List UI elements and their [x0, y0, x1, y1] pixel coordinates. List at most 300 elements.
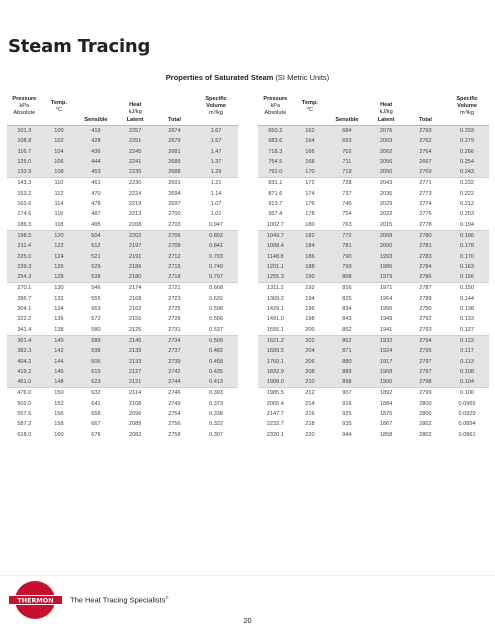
cell-volume: 0.163: [445, 262, 489, 272]
cell-pressure: 239.3: [7, 262, 42, 272]
cell-pressure: 382.3: [7, 346, 42, 356]
cell-temp: 204: [293, 346, 328, 356]
cell-total: 2718: [155, 272, 194, 283]
cell-volume: 0.100: [445, 388, 489, 399]
header-volume-label: Specific: [205, 96, 227, 102]
cell-volume: 0.307: [209, 431, 224, 438]
cell-latent: 2235: [116, 167, 155, 178]
table-row: [258, 262, 489, 272]
cell-pressure: 270.1: [7, 283, 42, 294]
cell-sensible: 808: [327, 272, 366, 283]
cell-total: 2706: [155, 230, 194, 241]
cell-temp: 110: [42, 178, 77, 189]
cell-total: 2758: [168, 431, 181, 438]
cell-sensible: 538: [76, 272, 115, 283]
cell-pressure: 1098.4: [258, 241, 293, 251]
header-heat: [76, 88, 194, 116]
cell-pressure: 718.3: [258, 147, 293, 157]
table-row: [258, 230, 489, 241]
cell-latent: 1964: [379, 295, 393, 302]
cell-total: 2784: [406, 262, 445, 272]
cell-sensible: 419: [76, 126, 115, 137]
cell-latent: 2114: [116, 388, 155, 399]
table-row: [7, 126, 238, 137]
cell-temp: 208: [293, 367, 328, 377]
cell-total: 2778: [419, 221, 432, 228]
cell-latent: 2197: [116, 241, 155, 251]
table-row: [7, 430, 238, 440]
table-row: [258, 367, 489, 377]
cell-pressure: 871.6: [268, 190, 283, 197]
cell-latent: 2191: [116, 252, 155, 262]
cell-volume: 0.0894: [458, 421, 476, 428]
cell-sensible: 843: [342, 316, 352, 323]
cell-temp: 112: [54, 190, 64, 197]
steam-table-left: [7, 88, 238, 440]
header-heat-unit: kJ/kg: [379, 109, 393, 115]
table-row: [7, 241, 238, 251]
cell-pressure: 163.6: [17, 201, 32, 208]
cell-temp: 192: [293, 283, 328, 294]
cell-volume: 1.57: [194, 136, 238, 146]
header-heat: [327, 88, 445, 116]
cell-volume: 0.108: [445, 367, 489, 377]
table-row: [7, 325, 238, 336]
cell-temp: 114: [54, 201, 64, 208]
cell-latent: 2069: [367, 136, 406, 146]
cell-pressure: 831.1: [258, 178, 293, 189]
cell-total: 2691: [155, 178, 194, 189]
table-caption-main: Properties of Saturated Steam: [165, 73, 274, 82]
page-title: Steam Tracing: [8, 36, 151, 57]
cell-total: 2697: [168, 201, 181, 208]
cell-temp: 212: [293, 388, 328, 399]
cell-latent: 2043: [367, 178, 406, 189]
cell-sensible: 719: [327, 167, 366, 178]
cell-volume: 0.133: [460, 316, 475, 323]
cell-volume: 1.29: [194, 167, 238, 178]
cell-volume: 0.212: [460, 201, 475, 208]
cell-volume: 0.458: [194, 357, 238, 367]
cell-pressure: 153.2: [17, 190, 32, 197]
cell-volume: 0.104: [445, 377, 489, 388]
cell-pressure: 322.2: [17, 316, 32, 323]
table-row: [7, 220, 238, 231]
table-row: [258, 178, 489, 189]
cell-temp: 150: [42, 388, 77, 399]
header-temp-label: Temp.: [301, 99, 318, 106]
cell-total: 2773: [419, 190, 432, 197]
cell-volume: 0.413: [194, 377, 238, 388]
table-row: [7, 178, 238, 189]
cell-latent: 2022: [379, 211, 393, 218]
cell-total: 2731: [168, 326, 181, 333]
header-volume-label: Specific: [456, 96, 478, 102]
cell-sensible: 546: [76, 283, 115, 294]
cell-volume: 0.203: [460, 211, 475, 218]
cell-temp: 214: [305, 400, 315, 407]
cell-volume: 0.243: [445, 167, 489, 178]
cell-temp: 102: [42, 136, 77, 146]
cell-latent: 1956: [379, 306, 393, 313]
table-row: [7, 294, 238, 304]
cell-latent: 2245: [116, 147, 155, 157]
cell-latent: 1917: [367, 357, 406, 367]
cell-total: 2799: [406, 388, 445, 399]
cell-pressure: 108.8: [7, 136, 42, 146]
table-caption-units: (SI Metric Units): [275, 73, 330, 82]
cell-volume: 1.01: [210, 211, 222, 218]
table-row: [7, 409, 238, 419]
cell-temp: 180: [305, 221, 315, 228]
cell-volume: 0.707: [194, 272, 238, 283]
cell-temp: 140: [42, 335, 77, 346]
table-row: [7, 304, 238, 314]
cell-pressure: 913.7: [268, 201, 283, 208]
table-row: [258, 126, 489, 137]
cell-latent: 2257: [116, 126, 155, 137]
cell-latent: 2062: [367, 147, 406, 157]
cell-total: 2790: [419, 306, 432, 313]
cell-total: 2802: [419, 421, 432, 428]
table-row: [258, 377, 489, 388]
cell-temp: 118: [54, 221, 64, 228]
table-row: [258, 409, 489, 419]
cell-sensible: 428: [76, 136, 115, 146]
cell-volume: 0.178: [445, 241, 489, 251]
cell-pressure: 476.0: [7, 388, 42, 399]
cell-total: 2674: [155, 126, 194, 137]
cell-sensible: 615: [76, 367, 115, 377]
cell-volume: 0.138: [460, 306, 475, 313]
cell-latent: 2156: [128, 316, 142, 323]
cell-pressure: 1760.1: [258, 357, 293, 367]
cell-sensible: 790: [327, 252, 366, 262]
cell-volume: 0.232: [445, 178, 489, 189]
cell-temp: 108: [42, 167, 77, 178]
header-volume-label-2: Volume: [206, 103, 226, 109]
table-row: [258, 430, 489, 440]
table-row: [258, 167, 489, 178]
cell-sensible: 916: [342, 400, 352, 407]
cell-temp: 158: [54, 421, 64, 428]
cell-latent: 1949: [379, 316, 393, 323]
cell-temp: 148: [42, 377, 77, 388]
cell-pressure: 361.4: [7, 335, 42, 346]
cell-volume: 0.279: [445, 136, 489, 146]
cell-temp: 134: [54, 306, 64, 313]
cell-total: 2797: [406, 357, 445, 367]
cell-pressure: 341.4: [17, 326, 32, 333]
cell-temp: 186: [293, 252, 328, 262]
cell-sensible: 436: [76, 147, 115, 157]
cell-latent: 2133: [116, 357, 155, 367]
cell-pressure: 957.4: [268, 211, 283, 218]
header-sensible: Sensible: [327, 116, 366, 126]
cell-temp: 126: [42, 262, 77, 272]
cell-volume: 0.749: [194, 262, 238, 272]
cell-latent: 2015: [379, 221, 393, 228]
cell-pressure: 174.6: [17, 211, 32, 218]
cell-sensible: 702: [327, 147, 366, 157]
table-row: [258, 252, 489, 262]
cell-latent: 2056: [367, 157, 406, 167]
cell-pressure: 1908.0: [258, 377, 293, 388]
cell-volume: 0.222: [460, 190, 475, 197]
cell-volume: 0.113: [445, 357, 489, 367]
cell-temp: 122: [42, 241, 77, 251]
cell-volume: 0.338: [209, 411, 224, 418]
cell-temp: 124: [42, 252, 77, 262]
cell-total: 2776: [419, 211, 432, 218]
cell-sensible: 781: [327, 241, 366, 251]
cell-pressure: 198.5: [7, 230, 42, 241]
header-heat-unit: kJ/kg: [128, 109, 142, 115]
cell-pressure: 1255.3: [258, 272, 293, 283]
cell-latent: 1884: [379, 400, 393, 407]
cell-latent: 1892: [367, 388, 406, 399]
tagline-text: The Heat Tracing Specialists: [70, 595, 166, 605]
cell-temp: 200: [305, 326, 315, 333]
header-pressure-label: Pressure: [12, 96, 37, 102]
cell-volume: 0.186: [445, 230, 489, 241]
cell-sensible: 728: [327, 178, 366, 189]
cell-pressure: 1002.7: [266, 221, 284, 228]
cell-total: 2802: [419, 431, 432, 438]
cell-pressure: 1621.2: [258, 335, 293, 346]
cell-pressure: 419.2: [7, 367, 42, 377]
cell-sensible: 907: [327, 388, 366, 399]
cell-latent: 2168: [128, 295, 142, 302]
cell-sensible: 563: [91, 306, 101, 313]
cell-temp: 206: [293, 357, 328, 367]
cell-latent: 1993: [367, 252, 406, 262]
cell-total: 2797: [406, 367, 445, 377]
cell-latent: 2208: [128, 221, 142, 228]
cell-latent: 1932: [367, 335, 406, 346]
cell-temp: 198: [305, 316, 315, 323]
tagline-registered-mark: ®: [165, 595, 169, 600]
cell-latent: 2029: [379, 201, 393, 208]
header-pressure: [258, 88, 293, 126]
cell-volume: 0.598: [209, 306, 224, 313]
cell-sensible: 737: [342, 190, 352, 197]
cell-sensible: 495: [91, 221, 101, 228]
cell-total: 2786: [406, 272, 445, 283]
cell-pressure: 404.2: [7, 357, 42, 367]
cell-volume: 0.0965: [458, 400, 476, 407]
cell-temp: 162: [293, 126, 328, 137]
header-sensible: Sensible: [76, 116, 115, 126]
header-temp-unit: °C: [306, 106, 314, 113]
steam-table-right: [258, 88, 489, 440]
cell-total: 2769: [406, 167, 445, 178]
table-row: [7, 399, 238, 409]
cell-total: 2700: [168, 211, 181, 218]
cell-volume: 0.566: [209, 316, 224, 323]
cell-temp: 218: [305, 421, 315, 428]
cell-sensible: 667: [91, 421, 101, 428]
cell-temp: 194: [305, 295, 315, 302]
header-pressure-label: Pressure: [263, 96, 288, 102]
cell-latent: 2213: [128, 211, 142, 218]
table-row: [258, 157, 489, 167]
cell-total: 2749: [168, 400, 181, 407]
cell-temp: 184: [293, 241, 328, 251]
header-volume-label-2: Volume: [457, 103, 477, 109]
cell-pressure: 116.7: [7, 147, 42, 157]
cell-volume: 0.435: [194, 367, 238, 377]
cell-latent: 2096: [128, 411, 142, 418]
cell-latent: 2089: [128, 421, 142, 428]
steam-table-left-body: [7, 126, 238, 440]
cell-temp: 156: [54, 411, 64, 418]
cell-temp: 196: [305, 306, 315, 313]
cell-temp: 142: [42, 346, 77, 356]
table-row: [258, 241, 489, 251]
cell-temp: 190: [293, 272, 328, 283]
cell-pressure: 101.3: [7, 126, 42, 137]
cell-latent: 1908: [367, 367, 406, 377]
cell-total: 2762: [406, 136, 445, 146]
cell-pressure: 1049.7: [258, 230, 293, 241]
cell-pressure: 618.0: [17, 431, 32, 438]
cell-pressure: 1689.5: [258, 346, 293, 356]
cell-total: 2800: [419, 400, 432, 407]
cell-total: 2739: [155, 357, 194, 367]
cell-pressure: 587.2: [17, 421, 32, 428]
cell-volume: 0.947: [209, 221, 224, 228]
header-volume: [445, 88, 489, 126]
table-row: [7, 314, 238, 324]
cell-temp: 132: [54, 295, 64, 302]
cell-volume: 0.122: [445, 335, 489, 346]
cell-total: 2754: [168, 411, 181, 418]
cell-sensible: 754: [342, 211, 352, 218]
cell-temp: 174: [305, 190, 315, 197]
table-row: [7, 388, 238, 399]
cell-total: 2792: [419, 316, 432, 323]
table-row: [7, 367, 238, 377]
table-row: [258, 199, 489, 209]
cell-pressure: 1985.5: [258, 388, 293, 399]
cell-latent: 2125: [128, 326, 142, 333]
cell-sensible: 623: [76, 377, 115, 388]
cell-latent: 2174: [116, 283, 155, 294]
cell-total: 2781: [406, 241, 445, 251]
table-row: [258, 147, 489, 157]
footer-divider: [0, 575, 495, 576]
cell-latent: 2139: [116, 346, 155, 356]
cell-sensible: 512: [76, 241, 115, 251]
cell-sensible: 693: [327, 136, 366, 146]
table-row: [7, 283, 238, 294]
cell-sensible: 852: [342, 326, 352, 333]
cell-sensible: 898: [327, 377, 366, 388]
cell-volume: 0.144: [460, 295, 475, 302]
cell-total: 2794: [406, 335, 445, 346]
cell-pressure: 792.0: [258, 167, 293, 178]
cell-total: 2771: [406, 178, 445, 189]
header-temp-label: Temp.: [50, 99, 67, 106]
cell-temp: 146: [42, 367, 77, 377]
table-row: [7, 346, 238, 356]
cell-total: 2774: [419, 201, 432, 208]
cell-temp: 188: [293, 262, 328, 272]
table-row: [258, 209, 489, 219]
cell-total: 2728: [168, 316, 181, 323]
cell-temp: 128: [42, 272, 77, 283]
cell-latent: 2076: [367, 126, 406, 137]
header-volume: [194, 88, 238, 126]
cell-sensible: 834: [342, 306, 352, 313]
cell-pressure: 1311.2: [258, 283, 293, 294]
cell-sensible: 763: [342, 221, 352, 228]
table-row: [7, 252, 238, 262]
cell-latent: 2180: [116, 272, 155, 283]
cell-latent: 2230: [116, 178, 155, 189]
cell-temp: 182: [293, 230, 328, 241]
cell-latent: 1924: [367, 346, 406, 356]
table-row: [258, 388, 489, 399]
cell-sensible: 598: [76, 346, 115, 356]
cell-volume: 0.793: [194, 252, 238, 262]
cell-total: 2734: [155, 335, 194, 346]
cell-total: 2712: [155, 252, 194, 262]
cell-pressure: 125.0: [7, 157, 42, 167]
cell-volume: 1.21: [194, 178, 238, 189]
cell-latent: 2127: [116, 367, 155, 377]
cell-temp: 116: [54, 211, 64, 218]
cell-volume: 0.0861: [458, 431, 476, 438]
cell-pressure: 286.7: [17, 295, 32, 302]
cell-pressure: 133.9: [7, 167, 42, 178]
table-row: [7, 272, 238, 283]
cell-volume: 0.293: [445, 126, 489, 137]
cell-sensible: 711: [327, 157, 366, 167]
cell-volume: 0.150: [445, 283, 489, 294]
cell-volume: 1.37: [194, 157, 238, 167]
table-row: [258, 357, 489, 367]
header-latent: Latent: [367, 116, 406, 126]
cell-pressure: 451.0: [7, 377, 42, 388]
cell-sensible: 871: [327, 346, 366, 356]
cell-sensible: 799: [327, 262, 366, 272]
cell-latent: 2050: [367, 167, 406, 178]
cell-sensible: 504: [76, 230, 115, 241]
cell-volume: 0.537: [209, 326, 224, 333]
cell-temp: 166: [293, 147, 328, 157]
table-row: [258, 419, 489, 429]
cell-sensible: 925: [342, 411, 352, 418]
cell-latent: 1867: [379, 421, 393, 428]
cell-temp: 172: [293, 178, 328, 189]
cell-latent: 2145: [116, 335, 155, 346]
thermon-logo: [8, 580, 63, 620]
table-row: [7, 157, 238, 167]
cell-volume: 0.170: [445, 252, 489, 262]
header-pressure-unit: kPa: [270, 103, 281, 109]
table-row: [7, 230, 238, 241]
cell-latent: 1979: [367, 272, 406, 283]
cell-sensible: 658: [91, 411, 101, 418]
cell-total: 2793: [419, 326, 432, 333]
cell-latent: 1900: [367, 377, 406, 388]
cell-volume: 0.373: [209, 400, 224, 407]
cell-sensible: 461: [76, 178, 115, 189]
cell-volume: 0.266: [445, 147, 489, 157]
cell-total: 2798: [406, 377, 445, 388]
